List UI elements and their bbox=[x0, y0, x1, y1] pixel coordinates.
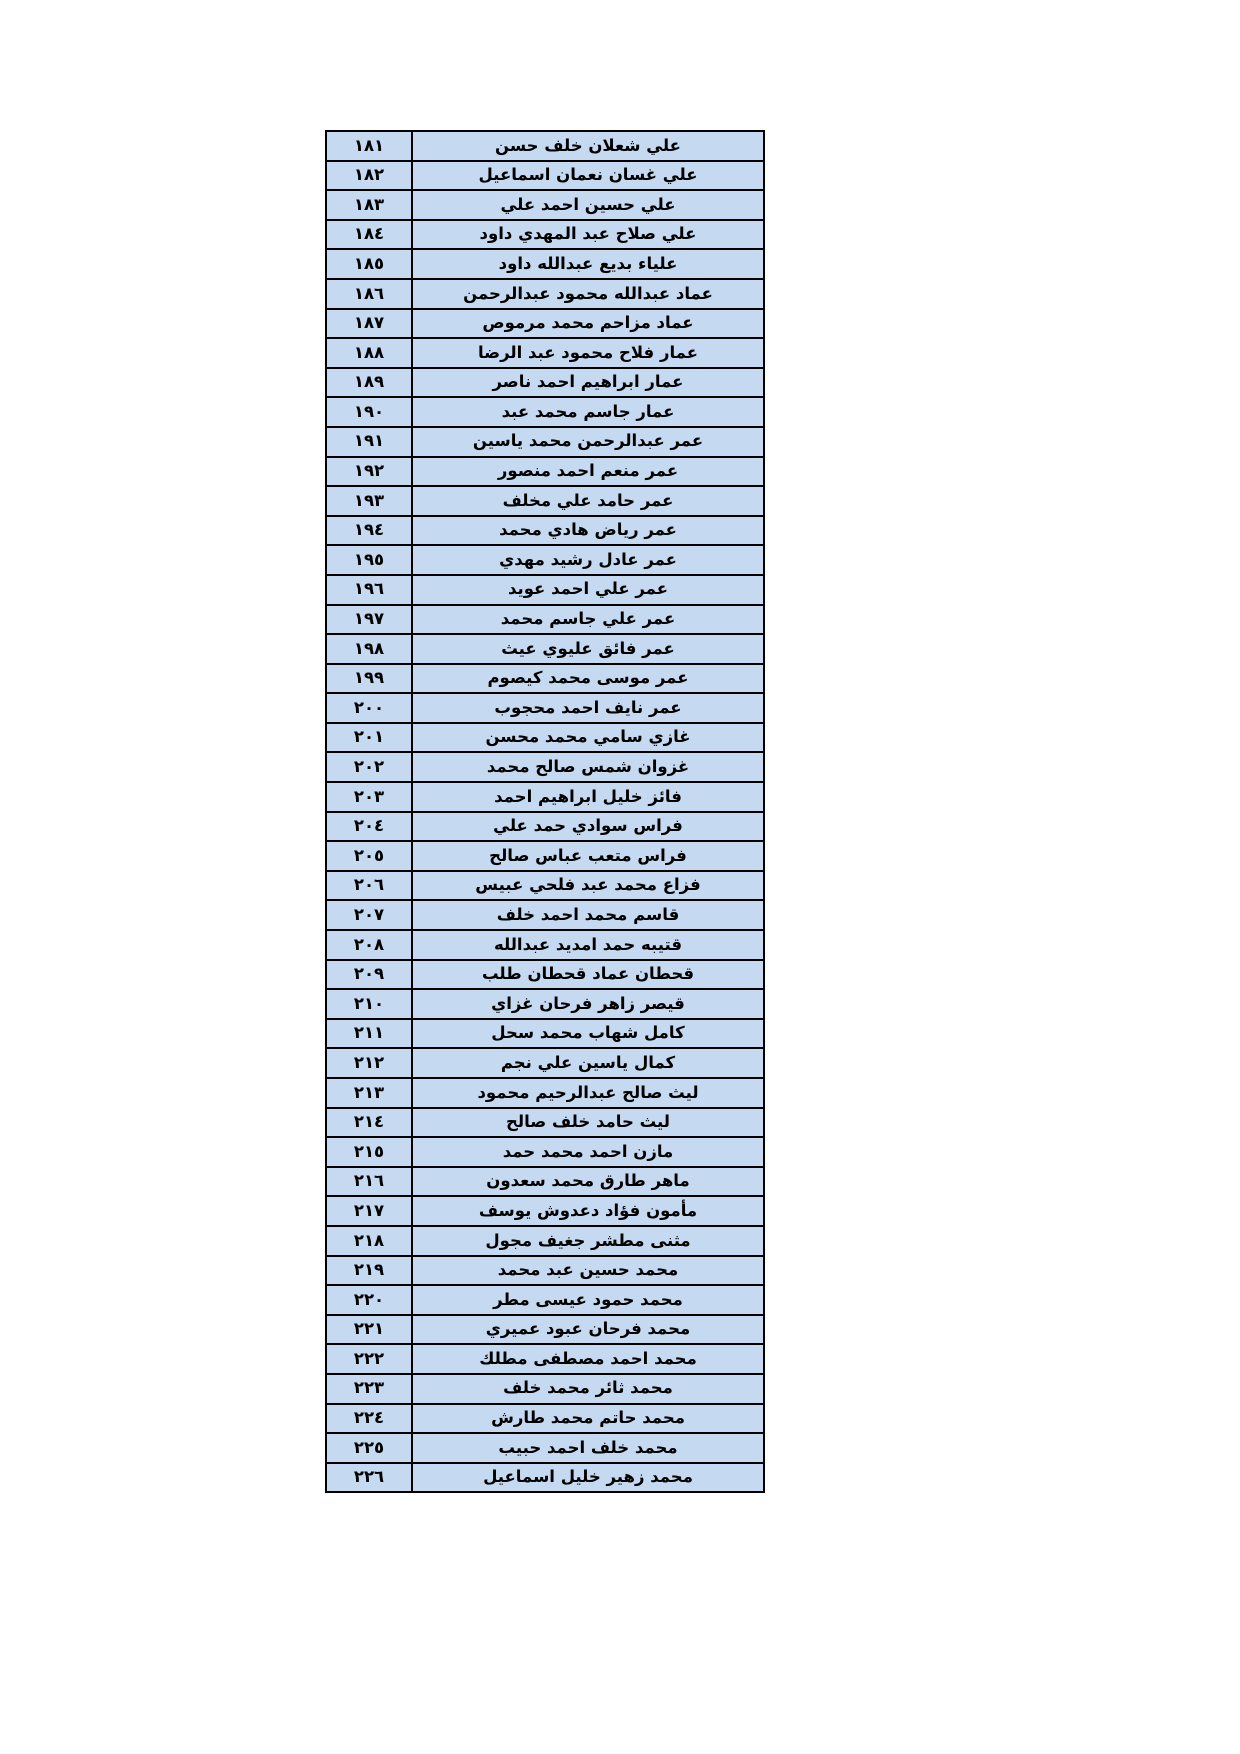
table-row bbox=[326, 1404, 764, 1434]
cell-name: فائز خليل ابراهيم احمد bbox=[412, 782, 764, 812]
table-row bbox=[326, 1433, 764, 1463]
table-row bbox=[326, 1196, 764, 1226]
cell-name: علي صلاح عبد المهدي داود bbox=[412, 220, 764, 250]
cell-number: ٢١٩ bbox=[326, 1256, 412, 1286]
cell-number: ١٩٥ bbox=[326, 545, 412, 575]
cell-number: ١٩٩ bbox=[326, 664, 412, 694]
table-row bbox=[326, 486, 764, 516]
cell-name: ليث صالح عبدالرحيم محمود bbox=[412, 1078, 764, 1108]
table-row bbox=[326, 1315, 764, 1345]
table-row bbox=[326, 1374, 764, 1404]
cell-name: مازن احمد محمد حمد bbox=[412, 1137, 764, 1167]
cell-number: ١٩٧ bbox=[326, 605, 412, 635]
cell-name: عمار ابراهيم احمد ناصر bbox=[412, 368, 764, 398]
table-row bbox=[326, 605, 764, 635]
cell-number: ١٨٢ bbox=[326, 161, 412, 191]
cell-name: عمر منعم احمد منصور bbox=[412, 457, 764, 487]
table-row bbox=[326, 575, 764, 605]
table-row bbox=[326, 664, 764, 694]
cell-number: ٢٠٤ bbox=[326, 812, 412, 842]
table-row bbox=[326, 960, 764, 990]
cell-number: ٢١٦ bbox=[326, 1167, 412, 1197]
table-row bbox=[326, 812, 764, 842]
table-row bbox=[326, 930, 764, 960]
cell-number: ١٨٦ bbox=[326, 279, 412, 309]
cell-name: عماد عبدالله محمود عبدالرحمن bbox=[412, 279, 764, 309]
table-row bbox=[326, 220, 764, 250]
table-row bbox=[326, 1285, 764, 1315]
cell-name: علي غسان نعمان اسماعيل bbox=[412, 161, 764, 191]
cell-number: ١٨١ bbox=[326, 131, 412, 161]
table-row bbox=[326, 1463, 764, 1493]
cell-number: ٢٠٨ bbox=[326, 930, 412, 960]
cell-name: ليث حامد خلف صالح bbox=[412, 1108, 764, 1138]
table-row bbox=[326, 131, 764, 161]
table-row bbox=[326, 545, 764, 575]
cell-number: ٢٠٩ bbox=[326, 960, 412, 990]
cell-number: ٢٠٢ bbox=[326, 752, 412, 782]
table-row bbox=[326, 249, 764, 279]
table-row bbox=[326, 989, 764, 1019]
cell-number: ٢١٧ bbox=[326, 1196, 412, 1226]
cell-number: ٢٢٦ bbox=[326, 1463, 412, 1493]
table-row bbox=[326, 457, 764, 487]
cell-name: محمد احمد مصطفى مطلك bbox=[412, 1344, 764, 1374]
table-row bbox=[326, 1256, 764, 1286]
cell-name: عمر علي احمد عويد bbox=[412, 575, 764, 605]
cell-name: محمد زهير خليل اسماعيل bbox=[412, 1463, 764, 1493]
cell-number: ١٩٨ bbox=[326, 634, 412, 664]
table-row bbox=[326, 309, 764, 339]
names-table-body bbox=[326, 131, 764, 1492]
cell-name: فراس سوادي حمد علي bbox=[412, 812, 764, 842]
cell-number: ١٩٠ bbox=[326, 397, 412, 427]
cell-number: ١٨٤ bbox=[326, 220, 412, 250]
cell-number: ١٩٦ bbox=[326, 575, 412, 605]
cell-number: ٢٠٧ bbox=[326, 900, 412, 930]
cell-name: كامل شهاب محمد سحل bbox=[412, 1019, 764, 1049]
table-row bbox=[326, 1226, 764, 1256]
cell-number: ٢١٤ bbox=[326, 1108, 412, 1138]
table-row bbox=[326, 1137, 764, 1167]
cell-number: ١٨٥ bbox=[326, 249, 412, 279]
table-row bbox=[326, 634, 764, 664]
cell-number: ٢٢١ bbox=[326, 1315, 412, 1345]
cell-number: ٢٢٤ bbox=[326, 1404, 412, 1434]
cell-number: ١٨٨ bbox=[326, 338, 412, 368]
cell-name: عمر نايف احمد محجوب bbox=[412, 693, 764, 723]
cell-number: ١٩٣ bbox=[326, 486, 412, 516]
table-row bbox=[326, 900, 764, 930]
table-row bbox=[326, 1019, 764, 1049]
cell-name: عمار جاسم محمد عبد bbox=[412, 397, 764, 427]
cell-name: عمر حامد علي مخلف bbox=[412, 486, 764, 516]
cell-number: ٢١٣ bbox=[326, 1078, 412, 1108]
table-row bbox=[326, 752, 764, 782]
table-row bbox=[326, 279, 764, 309]
cell-number: ١٩٢ bbox=[326, 457, 412, 487]
cell-name: قاسم محمد احمد خلف bbox=[412, 900, 764, 930]
table-row bbox=[326, 338, 764, 368]
cell-name: قحطان عماد قحطان طلب bbox=[412, 960, 764, 990]
cell-name: عمر موسى محمد كيصوم bbox=[412, 664, 764, 694]
cell-number: ١٨٧ bbox=[326, 309, 412, 339]
cell-name: علياء بديع عبدالله داود bbox=[412, 249, 764, 279]
table-row bbox=[326, 1048, 764, 1078]
cell-name: عمر عبدالرحمن محمد ياسين bbox=[412, 427, 764, 457]
names-table-container bbox=[347, 130, 765, 1493]
cell-name: عمر عادل رشيد مهدي bbox=[412, 545, 764, 575]
cell-number: ٢١٠ bbox=[326, 989, 412, 1019]
cell-name: مأمون فؤاد دعدوش يوسف bbox=[412, 1196, 764, 1226]
cell-name: محمد فرحان عبود عميري bbox=[412, 1315, 764, 1345]
cell-number: ٢٠٣ bbox=[326, 782, 412, 812]
cell-name: علي حسين احمد علي bbox=[412, 190, 764, 220]
table-row bbox=[326, 871, 764, 901]
cell-name: محمد خلف احمد حبيب bbox=[412, 1433, 764, 1463]
cell-number: ١٩١ bbox=[326, 427, 412, 457]
cell-name: عمر فائق عليوي عيث bbox=[412, 634, 764, 664]
table-row bbox=[326, 190, 764, 220]
table-row bbox=[326, 516, 764, 546]
table-row bbox=[326, 161, 764, 191]
cell-number: ٢١٢ bbox=[326, 1048, 412, 1078]
table-row bbox=[326, 723, 764, 753]
table-row bbox=[326, 368, 764, 398]
cell-name: عمر رياض هادي محمد bbox=[412, 516, 764, 546]
cell-number: ٢٢٣ bbox=[326, 1374, 412, 1404]
cell-name: قيصر زاهر فرحان غزاي bbox=[412, 989, 764, 1019]
cell-name: فراس متعب عباس صالح bbox=[412, 841, 764, 871]
cell-name: محمد حمود عيسى مطر bbox=[412, 1285, 764, 1315]
cell-number: ٢١٨ bbox=[326, 1226, 412, 1256]
table-row bbox=[326, 1167, 764, 1197]
cell-name: محمد حسين عبد محمد bbox=[412, 1256, 764, 1286]
cell-number: ٢٠٥ bbox=[326, 841, 412, 871]
cell-number: ٢٠٦ bbox=[326, 871, 412, 901]
cell-name: كمال ياسين علي نجم bbox=[412, 1048, 764, 1078]
table-row bbox=[326, 841, 764, 871]
cell-number: ٢٢٢ bbox=[326, 1344, 412, 1374]
cell-name: محمد ثائر محمد خلف bbox=[412, 1374, 764, 1404]
cell-number: ١٨٩ bbox=[326, 368, 412, 398]
cell-name: غازي سامي محمد محسن bbox=[412, 723, 764, 753]
table-row bbox=[326, 782, 764, 812]
cell-number: ١٨٣ bbox=[326, 190, 412, 220]
table-row bbox=[326, 397, 764, 427]
cell-name: مثنى مطشر جغيف مجول bbox=[412, 1226, 764, 1256]
cell-number: ٢٢٥ bbox=[326, 1433, 412, 1463]
cell-name: قتيبه حمد امديد عبدالله bbox=[412, 930, 764, 960]
cell-name: عمار فلاح محمود عبد الرضا bbox=[412, 338, 764, 368]
table-row bbox=[326, 1344, 764, 1374]
cell-name: عماد مزاحم محمد مرموص bbox=[412, 309, 764, 339]
cell-number: ٢١١ bbox=[326, 1019, 412, 1049]
cell-number: ٢٠٠ bbox=[326, 693, 412, 723]
cell-name: غزوان شمس صالح محمد bbox=[412, 752, 764, 782]
cell-number: ٢٢٠ bbox=[326, 1285, 412, 1315]
cell-name: فزاع محمد عبد فلحي عبيس bbox=[412, 871, 764, 901]
cell-name: محمد حاتم محمد طارش bbox=[412, 1404, 764, 1434]
cell-number: ١٩٤ bbox=[326, 516, 412, 546]
table-row bbox=[326, 693, 764, 723]
names-table bbox=[325, 130, 765, 1493]
table-row bbox=[326, 1108, 764, 1138]
cell-name: علي شعلان خلف حسن bbox=[412, 131, 764, 161]
table-row bbox=[326, 1078, 764, 1108]
cell-number: ٢٠١ bbox=[326, 723, 412, 753]
table-row bbox=[326, 427, 764, 457]
cell-name: عمر علي جاسم محمد bbox=[412, 605, 764, 635]
cell-name: ماهر طارق محمد سعدون bbox=[412, 1167, 764, 1197]
cell-number: ٢١٥ bbox=[326, 1137, 412, 1167]
